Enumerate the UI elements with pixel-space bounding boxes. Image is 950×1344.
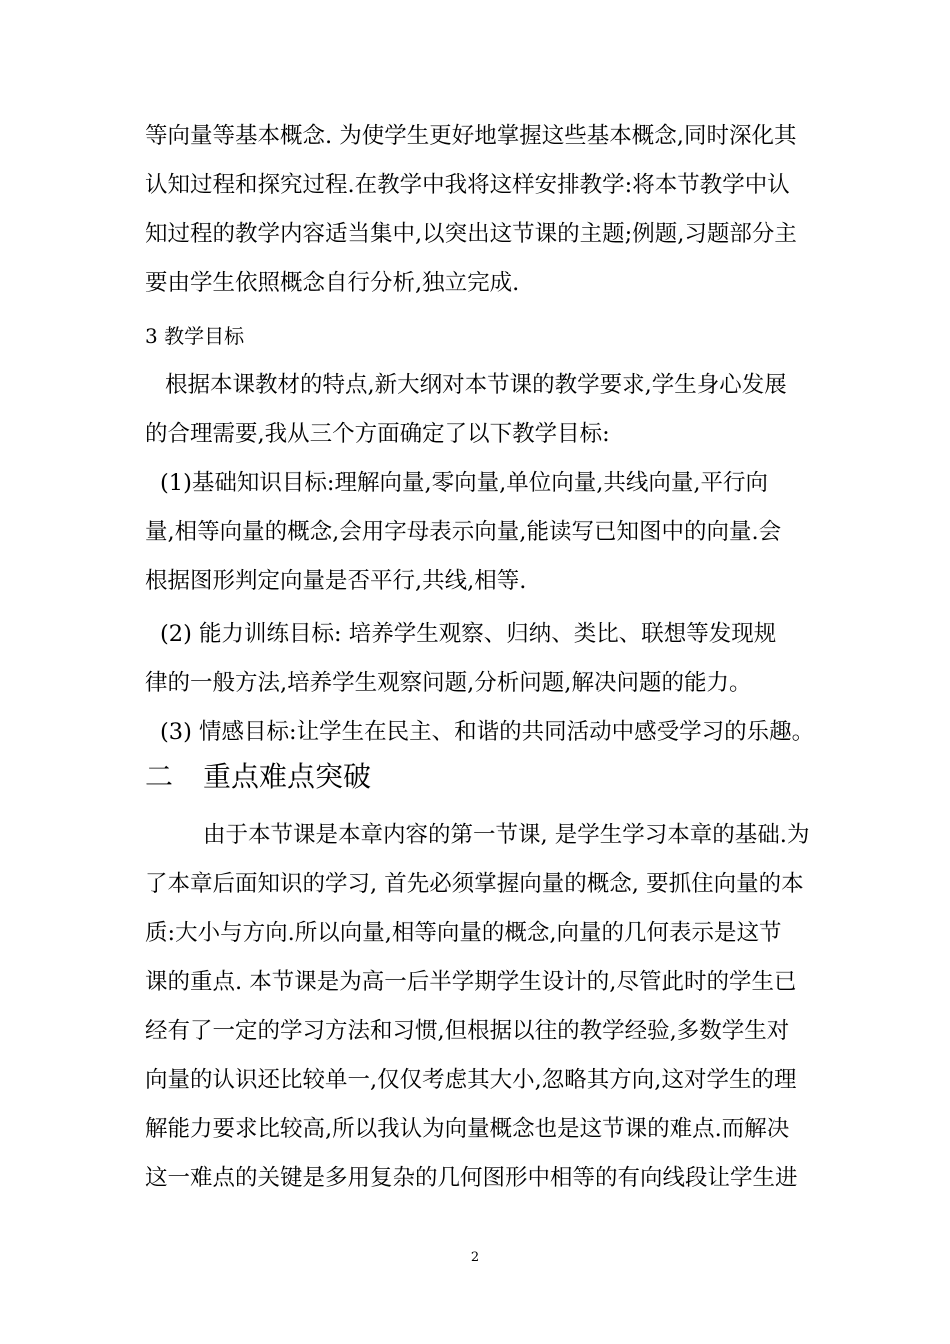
- section-heading: [145, 759, 371, 795]
- goal-line: (3) 情感目标:让学生在民主、和谐的共同活动中感受学习的乐趣。: [160, 719, 815, 745]
- text-line: 根据本课教材的特点,新大纲对本节课的教学要求,学生身心发展: [165, 372, 787, 398]
- goal-line: (1)基础知识目标:理解向量,零向量,单位向量,共线向量,平行向: [160, 470, 769, 496]
- goal-line: (2) 能力训练目标: 培养学生观察、归纳、类比、联想等发现规: [160, 621, 777, 647]
- text-line: 课的重点. 本节课是为高一后半学期学生设计的,尽管此时的学生已: [145, 969, 797, 995]
- goal-line: 根据图形判定向量是否平行,共线,相等.: [145, 568, 527, 594]
- text-line: 向量的认识还比较单一,仅仅考虑其大小,忽略其方向,这对学生的理: [145, 1067, 797, 1093]
- goal-line: 量,相等向量的概念,会用字母表示向量,能读写已知图中的向量.会: [145, 519, 782, 545]
- text-line: 等向量等基本概念. 为使学生更好地掌握这些基本概念,同时深化其: [145, 123, 797, 149]
- text-line: 解能力要求比较高,所以我认为向量概念也是这节课的难点.而解决: [145, 1116, 790, 1142]
- page-number: 2: [470, 1250, 480, 1265]
- text-line: 由于本节课是本章内容的第一节课, 是学生学习本章的基础.为: [203, 822, 810, 848]
- section-number: 二: [145, 760, 174, 793]
- text-line: 质:大小与方向.所以向量,相等向量的概念,向量的几何表示是这节: [145, 920, 782, 946]
- section-title: 重点难点突破: [203, 760, 372, 793]
- text-line: 这一难点的关键是多用复杂的几何图形中相等的有向线段让学生进: [145, 1165, 798, 1191]
- text-line: 的合理需要,我从三个方面确定了以下教学目标:: [145, 421, 610, 447]
- text-line: 要由学生依照概念自行分析,独立完成.: [145, 270, 520, 296]
- text-line: 经有了一定的学习方法和习惯,但根据以往的教学经验,多数学生对: [145, 1018, 790, 1044]
- text-line: 知过程的教学内容适当集中,以突出这节课的主题;例题,习题部分主: [145, 221, 797, 247]
- goal-line: 律的一般方法,培养学生观察问题,分析问题,解决问题的能力。: [145, 670, 752, 696]
- text-line: 认知过程和探究过程.在教学中我将这样安排教学:将本节教学中认: [145, 172, 790, 198]
- subheading: 3 教学目标: [145, 324, 245, 348]
- text-line: 了本章后面知识的学习, 首先必须掌握向量的概念, 要抓住向量的本: [145, 871, 804, 897]
